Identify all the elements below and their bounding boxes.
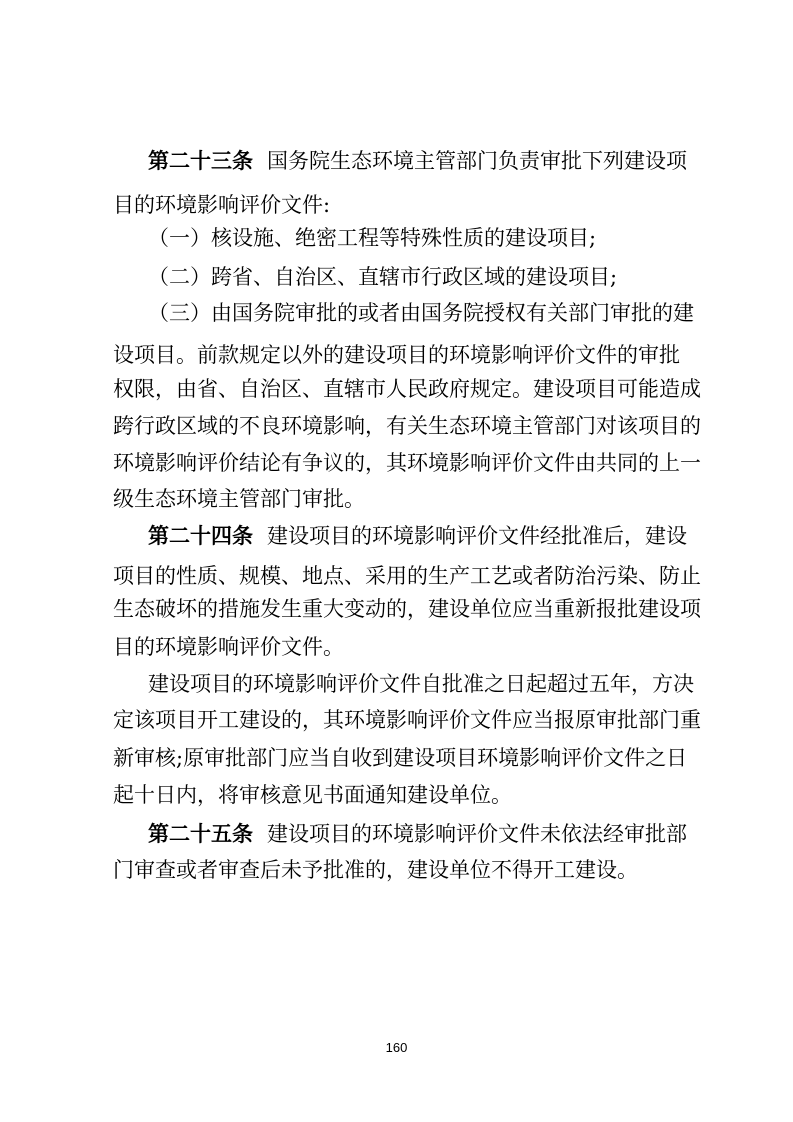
article-23-item-2: （二）跨省、自治区、直辖市行政区域的建设项目; [148,265,618,289]
article-24-line: 新审核;原审批部门应当自收到建设项目环境影响评价文件之日 [113,746,688,770]
article-24-text: 建设项目的环境影响评价文件经批准后，建设 [267,524,687,548]
article-24-line: 目的环境影响评价文件。 [113,635,344,659]
article-24-paragraph-2: 建设项目的环境影响评价文件自批准之日起超过五年，方决 [148,672,694,696]
article-23-line: 权限，由省、自治区、直辖市人民政府规定。建设项目可能造成 [113,377,701,401]
article-25-label: 第二十五条 [148,822,253,846]
article-25-text: 建设项目的环境影响评价文件未依法经审批部 [267,822,687,846]
article-23-text: 国务院生态环境主管部门负责审批下列建设项 [267,149,687,173]
article-23-first-line [148,139,690,183]
article-24-line: 项目的性质、规模、地点、采用的生产工艺或者防治污染、防止 [113,564,701,588]
article-23-line: 跨行政区域的不良环境影响，有关生态环境主管部门对该项目的 [113,414,701,438]
article-23-line: 目的环境影响评价文件: [113,193,331,217]
article-24-label: 第二十四条 [148,524,253,548]
article-24-line: 定该项目开工建设的，其环境影响评价文件应当报原审批部门重 [113,708,701,732]
article-24-first-line [148,514,690,558]
article-24-line: 生态破坏的措施发生重大变动的，建设单位应当重新报批建设项 [113,597,701,621]
article-23-item-3: （三）由国务院审批的或者由国务院授权有关部门审批的建 [148,301,694,325]
article-23-label: 第二十三条 [148,149,253,173]
article-23-item-1: （一）核设施、绝密工程等特殊性质的建设项目; [148,226,597,250]
article-24-line: 起十日内，将审核意见书面通知建设单位。 [113,783,512,807]
article-23-line: 级生态环境主管部门审批。 [113,487,365,511]
article-25-line: 门审查或者审查后未予批准的，建设单位不得开工建设。 [113,858,638,882]
article-23-line: 环境影响评价结论有争议的，其环境影响评价文件由共同的上一 [113,451,701,475]
page-number: 160 [385,1040,408,1055]
article-23-line: 设项目。前款规定以外的建设项目的环境影响评价文件的审批 [113,343,680,367]
